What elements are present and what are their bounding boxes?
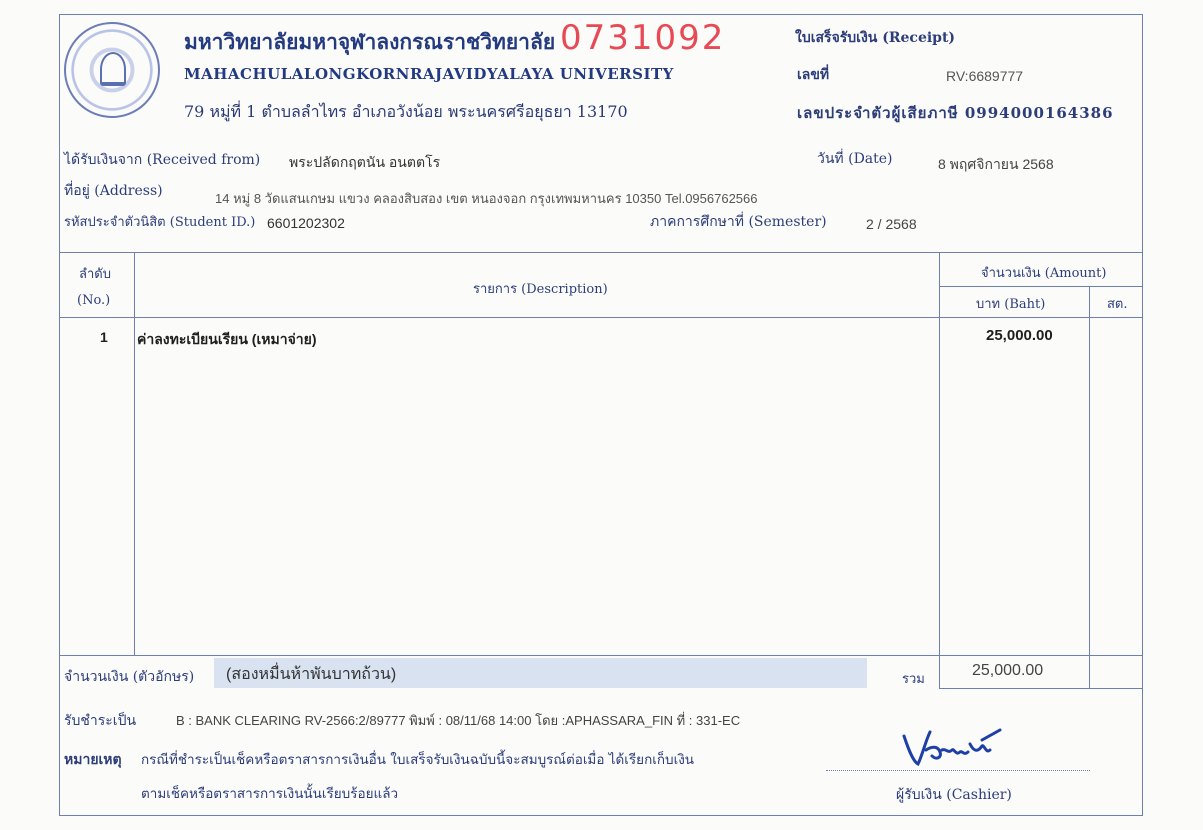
receipt-no-label: เลขที่	[797, 67, 830, 83]
col-divider-amount	[939, 252, 940, 688]
table-header-bottom-border	[59, 317, 1143, 318]
col-divider-no	[134, 252, 135, 655]
student-id-label: รหัสประจำตัวนิสิต (Student ID.)	[64, 215, 256, 230]
col-header-satang: สต.	[1107, 297, 1128, 312]
note-line-1: กรณีที่ชำระเป็นเช็คหรือตราสารการเงินอื่น ใบเสร็จรับเงินฉบับนี้จะสมบูรณ์ต่อเมื่อ ได้เรียกเก็บเงิน	[141, 752, 695, 768]
student-id-value: 6601202302	[267, 215, 345, 231]
col-header-no-english: (No.)	[77, 293, 111, 308]
cashier-label: ผู้รับเงิน (Cashier)	[896, 787, 1012, 803]
table-top-border	[59, 252, 1143, 253]
amount-subheader-divider	[939, 286, 1143, 287]
tax-id: เลขประจำตัวผู้เสียภาษี 0994000164386	[797, 104, 1114, 122]
received-from-label: ได้รับเงินจาก (Received from)	[64, 152, 261, 168]
cashier-signature	[896, 726, 1006, 770]
university-name-english: MAHACHULALONGKORNRAJAVIDYALAYA UNIVERSITY	[184, 65, 674, 83]
row-amount: 25,000.00	[986, 327, 1053, 344]
col-header-amount: จำนวนเงิน (Amount)	[981, 266, 1107, 281]
university-address: 79 หมู่ที่ 1 ตำบลลำไทร อำเภอวังน้อย พระนครศรีอยุธยา 13170	[184, 102, 628, 121]
receipt-no-value: RV:6689777	[946, 68, 1024, 84]
signature-line	[826, 770, 1090, 771]
received-from-value: พระปลัดกฤตนัน อนตตโร	[289, 154, 441, 170]
total-value: 25,000.00	[972, 662, 1044, 679]
col-header-baht: บาท (Baht)	[976, 297, 1046, 312]
row-description: ค่าลงทะเบียนเรียน (เหมาจ่าย)	[137, 331, 317, 347]
note-label: หมายเหตุ	[64, 752, 122, 768]
col-header-no-thai: ลำดับ	[79, 267, 111, 282]
date-label: วันที่ (Date)	[817, 151, 893, 167]
university-seal-icon	[64, 22, 160, 118]
col-header-description: รายการ (Description)	[473, 282, 608, 297]
table-body-bottom-border	[59, 655, 1143, 656]
receipt-frame	[59, 14, 1143, 816]
payment-value: B : BANK CLEARING RV-2566:2/89777 พิมพ์ : 08/11/68 14:00 โดย :APHASSARA_FIN ที่ : 331-EC	[176, 713, 741, 728]
semester-value: 2 / 2568	[866, 216, 917, 232]
university-name-thai: มหาวิทยาลัยมหาจุฬาลงกรณราชวิทยาลัย	[184, 29, 556, 54]
address-label: ที่อยู่ (Address)	[64, 183, 163, 199]
col-divider-satang	[1089, 286, 1090, 688]
receipt-number: 0731092	[560, 18, 726, 58]
amount-words-value: (สองหมื่นห้าพันบาทถ้วน)	[226, 666, 397, 683]
note-line-2: ตามเช็คหรือตราสารการเงินนั้นเรียบร้อยแล้ว	[141, 786, 399, 802]
date-value: 8 พฤศจิกายน 2568	[938, 156, 1054, 172]
payment-label: รับชำระเป็น	[64, 713, 137, 729]
total-row-bottom-border	[939, 688, 1143, 689]
receipt-title: ใบเสร็จรับเงิน (Receipt)	[795, 30, 956, 46]
address-value: 14 หมู่ 8 วัดแสนเกษม แขวง คลองสิบสอง เขต หนองจอก กรุงเทพมหานคร 10350 Tel.0956762566	[215, 191, 758, 206]
semester-label: ภาคการศึกษาที่ (Semester)	[650, 214, 827, 230]
row-number: 1	[100, 329, 108, 345]
total-label: รวม	[902, 672, 925, 687]
amount-words-label: จำนวนเงิน (ตัวอักษร)	[64, 669, 195, 685]
